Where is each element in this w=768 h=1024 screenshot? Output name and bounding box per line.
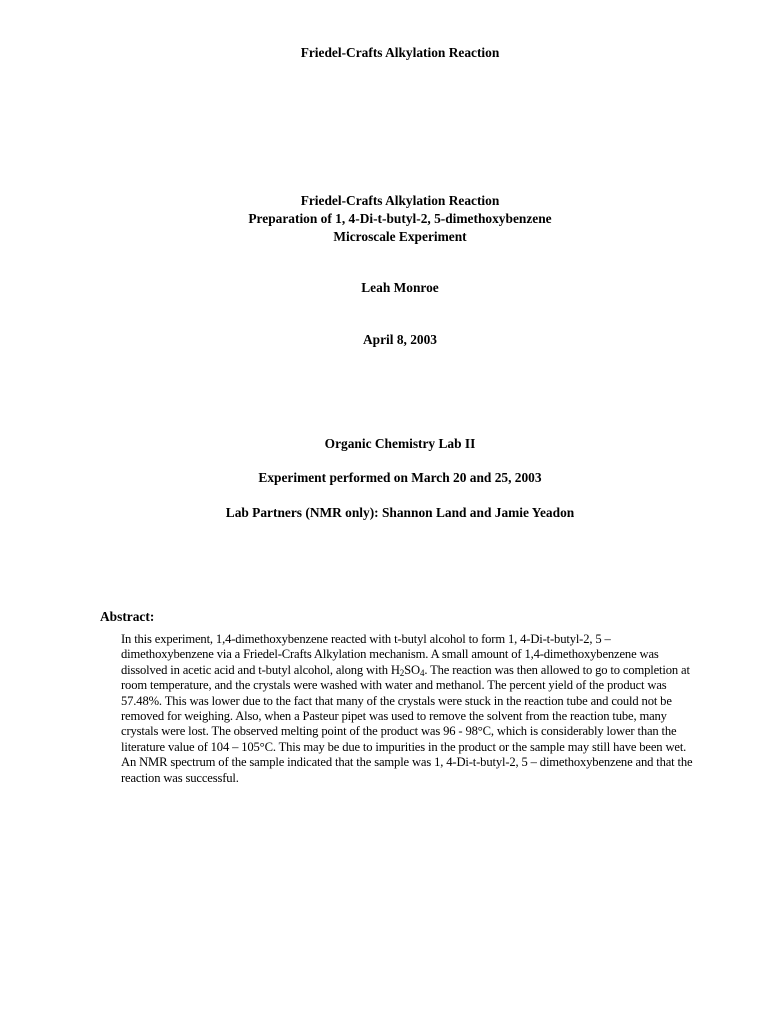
abstract-text-part-3: . The reaction was then allowed to go to completion at room temperature, and the crystals were washed with water and methanol. The percent yield of the product was 57.48%. This was lower due to the fact that many of the crystals were stuck in the reaction tube and could not be removed for weighing. Also, when a Pasteur pipet was used to remove the solvent from the reaction tube, many crystals were lost. The observed melting point of the product was 96 - 98°C, which is considerably lower than the literature value of 104 – 105°C. This may be due to impurities in the product or the sample may still have been wet. An NMR spectrum of the sample indicated that the sample was 1, 4-Di-t-butyl-2, 5 – dimethoxybenzene and that the reaction was successful.	[121, 662, 693, 785]
subscript-4: 4	[419, 667, 425, 678]
abstract-text-part-2: SO	[404, 662, 420, 677]
abstract-body	[121, 632, 701, 786]
author-name: Leah Monroe	[361, 280, 439, 295]
abstract-text-part-1: In this experiment, 1,4-dimethoxybenzene reacted with t-butyl alcohol to form 1, 4-Di-t-butyl-2, 5 – dimethoxybenzene via a Friedel-Crafts Alkylation mechanism. A small amount of 1,4-dimethoxybenzene was dissolved in acetic acid and t-butyl alcohol, along with H	[121, 632, 659, 677]
subscript-2: 2	[399, 667, 405, 678]
running-title: Friedel-Crafts Alkylation Reaction	[300, 45, 500, 60]
title-line-1: Friedel-Crafts Alkylation Reaction	[300, 193, 500, 208]
lab-partners: Lab Partners (NMR only): Shannon Land and Jamie Yeadon	[225, 505, 575, 520]
report-date: April 8, 2003	[362, 332, 438, 347]
title-line-2: Preparation of 1, 4-Di-t-butyl-2, 5-dimethoxybenzene	[248, 211, 552, 226]
experiment-dates: Experiment performed on March 20 and 25, 2003	[258, 470, 542, 485]
title-line-3: Microscale Experiment	[333, 229, 467, 244]
abstract-heading: Abstract:	[100, 609, 155, 624]
course-name: Organic Chemistry Lab II	[324, 436, 476, 451]
